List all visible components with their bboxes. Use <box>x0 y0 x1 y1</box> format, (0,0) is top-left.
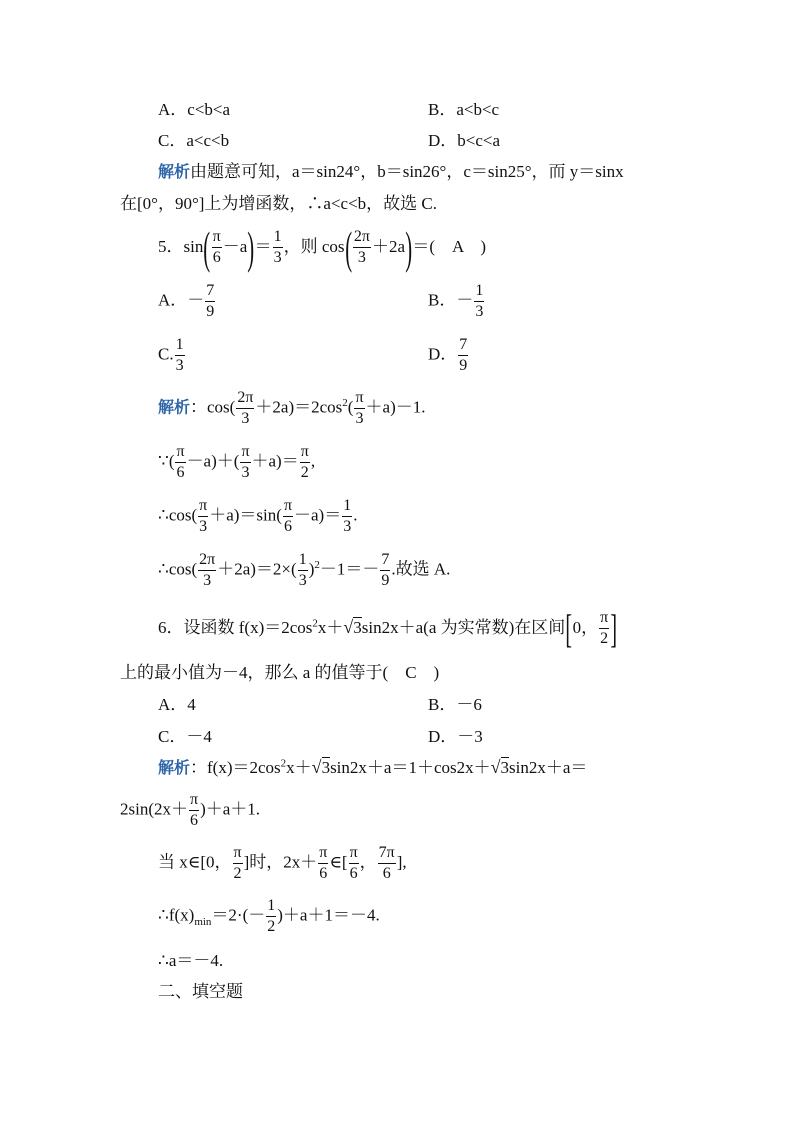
q5-option-c: C. $\frac{1}{3}$ <box>158 336 184 374</box>
q6-option-d: D．－3 <box>428 727 483 746</box>
q5-stem: 5．sin( $\frac{\pi}{6}$ －a)＝ $\frac{1}{3}$ ，则 cos( $\frac{2\pi}{3}$ ＋2a)＝( A ) <box>158 222 486 273</box>
q6-analysis-line5: ∴a＝－4. <box>158 951 224 970</box>
q4-analysis-line2: 在[0°，90°]上为增函数，∴a<c<b，故选 C. <box>120 194 438 213</box>
q6-option-b: B．－6 <box>428 695 482 714</box>
q6-analysis-line2: 2sin(2x＋ $\frac{\pi}{6}$ )＋a＋1. <box>120 791 261 829</box>
fraction: $\frac{2\pi}{3}$ <box>353 228 370 266</box>
q6-analysis-line1: 解析：$f(x)=2\cos^2x+√3\sin 2x+a=1+\cos 2x+√3\sin 2x+a=$ <box>158 757 588 777</box>
analysis-label: 解析 <box>158 758 191 777</box>
q6-option-a: A．4 <box>158 695 196 714</box>
q6-analysis-line3: 当 x∈[0， $\frac{\pi}{2}$ ]时，2x＋ $\frac{\pi}{6}$ ∈[ $\frac{\pi}{6}$ ， $\frac{7\pi}{6}$ ], <box>158 844 407 882</box>
q5-analysis-line2: ∵( $\frac{\pi}{6}$ －a)＋( $\frac{\pi}{3}$ ＋a)＝ $\frac{\pi}{2}$ , <box>158 443 316 481</box>
q6-stem-line1: 6．设函数 $f(x)=2\cos^2x+√3\sin 2x+a(a$ 为实常数)在区间[0， $\frac{\pi}{2}$ ] <box>158 606 618 651</box>
fraction: $\frac{1}{3}$ <box>273 228 282 266</box>
q6-analysis-line4: $\therefore f(x)_{min}=2\cdot(-$ $\frac{1}{2}$ )＋a＋1＝－4. <box>158 897 380 935</box>
sqrt: √3 <box>343 616 362 637</box>
section-heading: 二、填空题 <box>158 982 243 1002</box>
q4-option-b: B．a<b<c <box>428 100 500 119</box>
q4-option-c: C．a<c<b <box>158 131 230 150</box>
q4-analysis-line1: 解析由题意可知，a＝sin24°，b＝sin26°，c＝sin25°，而 y＝sinx <box>158 162 624 181</box>
q4-option-d: D．b<c<a <box>428 131 501 150</box>
q5-analysis-line3: ∴cos( $\frac{\pi}{3}$ ＋a)＝sin( $\frac{\pi}{6}$ －a)＝ $\frac{1}{3}$ . <box>158 497 358 535</box>
analysis-label: 解析 <box>158 162 191 181</box>
q6-option-c: C．－4 <box>158 727 212 746</box>
q5-option-b: B．－ $\frac{1}{3}$ <box>428 282 484 320</box>
analysis-label: 解析 <box>158 397 191 417</box>
fraction: $\frac{\pi}{6}$ <box>212 228 221 266</box>
q5-option-d: D． $\frac{7}{9}$ <box>428 336 468 374</box>
q6-stem-line2: 上的最小值为－4，那么 a 的值等于( C ) <box>120 663 440 682</box>
q5-option-a: A．－ $\frac{7}{9}$ <box>158 282 215 320</box>
q4-option-a: A．c<b<a <box>158 100 231 119</box>
q5-analysis-line1: 解析：cos( $\frac{2\pi}{3}$ $+2a)=2\cos^2$( $\frac{\pi}{3}$ ＋a)－1. <box>158 389 426 427</box>
q5-analysis-line4: ∴cos( $\frac{2\pi}{3}$ ＋2a)＝2×( $\frac{1}{3}$ )$^2$－1＝－ $\frac{7}{9}$ .故选 A. <box>158 551 451 589</box>
